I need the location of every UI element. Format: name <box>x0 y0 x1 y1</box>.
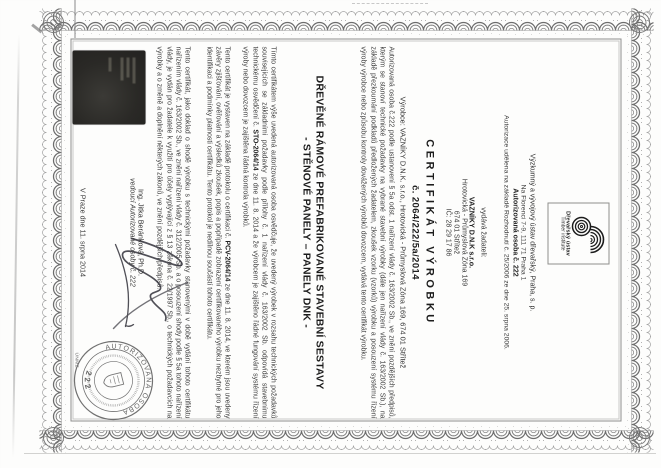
ink-stamp <box>72 50 145 124</box>
institute-logo-box <box>547 202 609 264</box>
stamp-number: 222 <box>82 369 94 393</box>
border-band-bottom <box>39 8 67 452</box>
paragraph-legal-basis: Tento certifikát, jako doklad o shodě výrobku s technickými požadavky stanovenými v době vydání tohoto certifikátu nařízením vlády č. 163/2002 Sb., ve znění nařízení vlády č. 312/2005 Sb. a o posouzení shody podle § 5a tohoto nařízení vlády, je vydán pro žadatele k využití pro účely vyplývající z § 13 zákona č. 22/1997 Sb., o technických požadavcích na výrobky a o změně a doplnění některých zákonů, ve znění pozdějších předpisů. <box>155 46 190 418</box>
authorized-body-round-stamp <box>62 329 164 431</box>
certificate-content <box>73 44 619 420</box>
certificate-heading: CERTIFIKÁT VÝROBKU <box>423 138 435 326</box>
applicant-name: VAZNÍKY D.N.K s.r.o. <box>467 196 476 268</box>
applicant-city: 674 01 Střítež <box>452 210 460 254</box>
place-date-line: V Praze dne 11. srpna 2014 <box>78 187 87 277</box>
scan-page-edge-bottom <box>24 453 656 454</box>
border-band-right <box>39 424 653 452</box>
border-corner-knot <box>40 424 66 450</box>
tree-rings-icon <box>571 213 605 253</box>
authorized-body-line: Autorizovaná osoba č. 222 <box>511 187 518 277</box>
paragraph-authorized-body: Autorizovaná osoba č.222 podle ustanovení § 5a odst. 1 nařízení vlády č. 163/2002 Sb., ve znění pozdějších předpisů, kterým se stanoví technické požadavky na vybrané stavební výrobky (dále jen nařízení vlády č. 163/2002 Sb.), na základě přezkoumání podkladů předložených žadatelem, zkoušek vzorku (vzorků) výrobku a posouzení systému řízení výroby výrobce nebo způsobu kontroly dovážených výrobků dovozcem, vydává tento certifikát výrobku. <box>359 46 394 418</box>
issuer-address: Na Florenci 7-9, 111 71 Praha 1 <box>519 184 526 280</box>
border-corner-knot <box>40 9 66 35</box>
logo-name-en: Timber institute <box>558 216 565 250</box>
product-title-line1: DŘEVĚNÉ RÁMOVÉ PREFABRIKOVANÉ STAVEBNÍ SESTAVY <box>313 75 325 389</box>
stamp-ring-text: AUTORIZOVANÁ OSOBA <box>104 343 152 416</box>
paragraph-protocol: Tento certifikát je vystaven na základě protokolu o certifikaci č. PCV-2064/14 ze dne 11. 8. 2014, ve kterém jsou uvedeny závěry zjišťování, ověřování a výsledků zkoušek, popis a popřípadě zobrazení certifikovaného výrobku nezbytné pro jeho identifikaci a podmínky platnosti certifikátu. Tento protokol je nedílnou součástí tohoto certifikátu. <box>204 46 230 418</box>
border-band-top <box>625 8 653 452</box>
handwritten-signature <box>99 224 203 342</box>
issuer-name: Výzkumný a vývojový ústav dřevařský, Praha, s. p. <box>528 153 535 311</box>
certificate-number: č. 2064/222/5a/2014 <box>409 184 420 280</box>
authorization-line: Autorizace udělena na základě Rozhodnutí č. 25/2006 ze dne 25. srpna 2006. <box>502 114 509 350</box>
border-band-left <box>39 8 653 36</box>
signatory-name: Ing. Jitka Beránková, Ph.D. <box>136 188 145 276</box>
authority-caption: ÚNMZ <box>73 352 78 368</box>
scan-line-artifact <box>74 0 76 38</box>
applicant-company-id: IČ: 28 29 17 86 <box>444 208 452 256</box>
border-corner-knot <box>626 424 652 450</box>
issued-to-label: vydává žadateli: <box>479 206 486 258</box>
signatory-role: vedoucí Autorizované osoby č. 222 <box>128 177 135 287</box>
paragraph-conformity: Tímto certifikátem výše uvedená autorizovaná osoba osvědčuje, že uvedený výrobek v rozsahu technických požadavků souvisejících se základními požadavky podle přílohy č. 1 nařízení vlády č. 163/2002 Sb. odpovídá stavebnímu technickému osvědčení č. STO-2064/14 ze dne 11. 8. 2014 a že výrobcem je zajištěno řádné fungování systému řízení výroby nebo dovozcem je zajištěna řádná kontrola výrobků. <box>241 46 276 418</box>
scan-dash-artifact <box>352 3 428 4</box>
applicant-street: Hrotovická - Průmyslová Zóna 169 <box>460 178 468 286</box>
product-title-line2: - STĚNOVÉ PANELY – PANELY DNK - <box>300 136 312 328</box>
border-corner-knot <box>626 9 652 35</box>
logo-name-cs: Dřevařský ústav <box>564 210 570 256</box>
manufacturer-line: Výrobce: VAZNÍKY D.N.K. s.r.o., Hrotovická - Průmyslová Zóna 169, 674 01 Střítež <box>398 96 407 368</box>
